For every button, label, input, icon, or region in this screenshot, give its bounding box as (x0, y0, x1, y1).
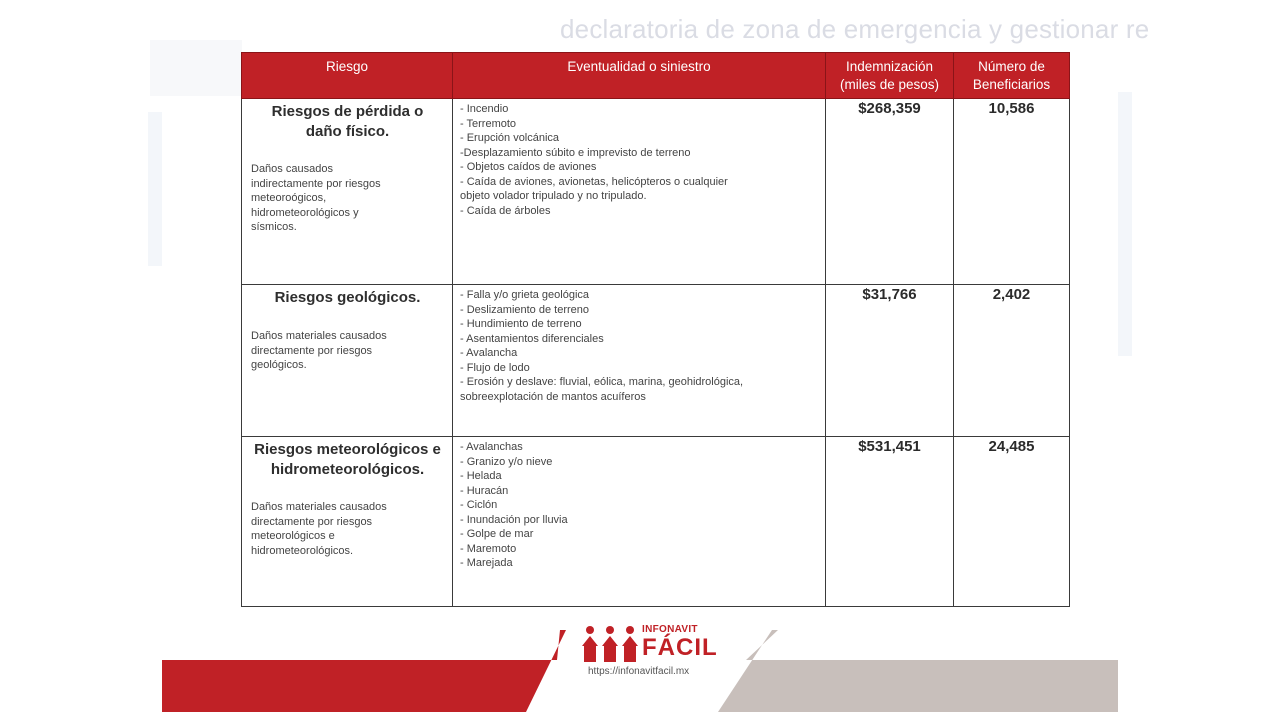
list-item: - Erupción volcánica (460, 132, 560, 144)
riesgo-cell (242, 285, 453, 437)
header-riesgo: Riesgo (242, 53, 453, 99)
riesgo-title-line: Riesgos de pérdida o (271, 103, 424, 120)
list-item: - Deslizamiento de terreno (460, 303, 590, 316)
list-item: - Caída de aviones, avionetas, helicópteros o cualquier (460, 175, 728, 188)
background-panel-right (1118, 92, 1132, 356)
indemnizacion-value: $268,359 (826, 99, 954, 285)
riesgo-cell (242, 437, 453, 607)
list-item: - Inundación por lluvia (460, 513, 568, 526)
brand-logo (582, 624, 752, 684)
header-indemnizacion-line1: Indemnización (845, 59, 934, 74)
riesgo-desc-line: geológicos. (251, 359, 307, 371)
table-row (242, 99, 1070, 285)
riesgo-title (251, 288, 444, 308)
riesgo-desc-line: Daños materiales causados (251, 501, 387, 513)
header-beneficiarios-line2: Beneficiarios (972, 77, 1051, 92)
header-beneficiarios (954, 53, 1070, 99)
riesgo-desc-line: directamente por riesgos (251, 344, 373, 357)
footer-banner (162, 624, 1118, 712)
riesgo-title-line: Riesgos meteorológicos e (254, 441, 441, 458)
brand-name-top: INFONAVIT (642, 624, 698, 635)
riesgo-title-line: Riesgos geológicos. (274, 289, 421, 306)
eventualidad-cell (453, 99, 826, 285)
event-list (460, 102, 819, 218)
beneficiarios-value: 24,485 (954, 437, 1070, 607)
table-row (242, 285, 1070, 437)
list-item: - Granizo y/o nieve (460, 455, 553, 468)
brand-name-main: FÁCIL (642, 634, 718, 661)
riesgo-desc-line: Daños materiales causados (251, 330, 387, 342)
riesgo-desc-line: hidrometeorológicos. (251, 544, 354, 557)
beneficiarios-value: 2,402 (954, 285, 1070, 437)
footer-gray-band (718, 630, 1118, 712)
beneficiarios-value: 10,586 (954, 99, 1070, 285)
list-item: - Erosión y deslave: fluvial, eólica, marina, geohidrológica, (460, 376, 744, 388)
table-header-row (242, 53, 1070, 99)
list-item: - Terremoto (460, 117, 517, 130)
list-item: - Huracán (460, 484, 509, 497)
list-item: - Helada (460, 470, 502, 482)
header-indemnizacion (826, 53, 954, 99)
riesgo-title (251, 102, 444, 142)
riesgo-title-line: daño físico. (305, 123, 390, 140)
houses-icon (582, 624, 640, 664)
list-item: - Maremoto (460, 542, 517, 555)
list-item: sobreexplotación de mantos acuíferos (460, 390, 646, 403)
riesgo-desc-line: indirectamente por riesgos (251, 177, 381, 190)
event-list (460, 288, 819, 404)
brand-url[interactable]: https://infonavitfacil.mx (588, 666, 690, 677)
riesgo-description (251, 329, 444, 373)
list-item: - Avalancha (460, 347, 518, 359)
list-item: - Golpe de mar (460, 528, 534, 540)
eventualidad-cell (453, 285, 826, 437)
header-beneficiarios-line1: Número de (978, 59, 1045, 74)
list-item: - Flujo de lodo (460, 361, 530, 374)
footer-red-band (162, 630, 566, 712)
indemnizacion-value: $531,451 (826, 437, 954, 607)
riesgo-description (251, 162, 444, 235)
table-row (242, 437, 1070, 607)
list-item: - Incendio (460, 103, 509, 115)
riesgo-desc-line: meteorológicos e (251, 530, 335, 542)
riesgo-title-line: hidrometeorológicos. (270, 461, 425, 478)
riesgo-description (251, 500, 444, 558)
background-strip-top (150, 40, 242, 96)
background-heading: declaratoria de zona de emergencia y gestionar re (560, 14, 1150, 44)
list-item: - Marejada (460, 557, 513, 569)
riesgo-desc-line: meteoroógicos, (251, 192, 327, 204)
list-item: - Caída de árboles (460, 204, 551, 217)
riesgo-cell (242, 99, 453, 285)
riesgo-desc-line: directamente por riesgos (251, 515, 373, 528)
riesgo-desc-line: sísmicos. (251, 221, 297, 233)
list-item: - Hundimiento de terreno (460, 318, 582, 330)
riesgo-title (251, 440, 444, 480)
background-panel-left (148, 112, 162, 266)
riesgo-desc-line: hidrometeorológicos y (251, 206, 359, 219)
header-indemnizacion-line2: (miles de pesos) (839, 77, 940, 92)
risk-table (241, 52, 1070, 607)
eventualidad-cell (453, 437, 826, 607)
list-item: - Objetos caídos de aviones (460, 161, 597, 173)
list-item: - Ciclón (460, 499, 498, 511)
riesgo-desc-line: Daños causados (251, 163, 333, 175)
list-item: - Falla y/o grieta geológica (460, 289, 590, 301)
event-list (460, 440, 819, 571)
list-item: - Asentamientos diferenciales (460, 332, 604, 345)
list-item: -Desplazamiento súbito e imprevisto de terreno (460, 146, 691, 159)
indemnizacion-value: $31,766 (826, 285, 954, 437)
header-eventualidad: Eventualidad o siniestro (453, 53, 826, 99)
list-item: objeto volador tripulado y no tripulado. (460, 190, 647, 202)
list-item: - Avalanchas (460, 441, 523, 453)
